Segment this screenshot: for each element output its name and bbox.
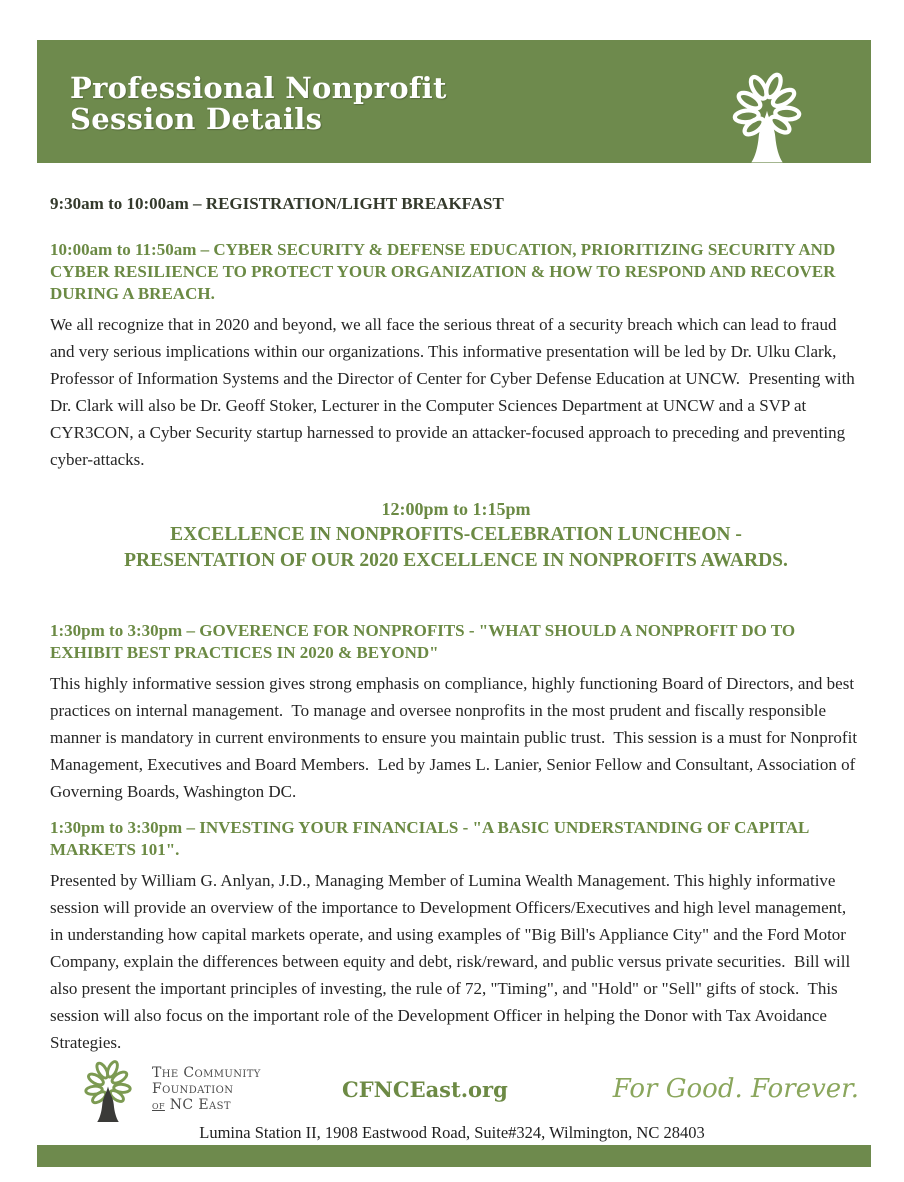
- luncheon-time: 12:00pm to 1:15pm: [381, 499, 531, 519]
- foundation-name-line3: [152, 1097, 261, 1114]
- community-foundation-logo: [72, 1056, 261, 1122]
- foundation-name-of: of: [152, 1098, 165, 1112]
- session-heading-cyber-security: 10:00am to 11:50am – CYBER SECURITY & DEFENSE EDUCATION, PRIORITIZING SECURITY AND CYBER RESILIENCE TO PROTECT YOUR ORGANIZATION & HOW TO RESPOND AND RECOVER DURING A BREACH.: [50, 240, 836, 303]
- luncheon-title-line2: PRESENTATION OF OUR 2020 EXCELLENCE IN NONPROFITS AWARDS.: [124, 550, 788, 571]
- page-title-line2: Session Details: [70, 102, 323, 136]
- tree-icon: [72, 1056, 144, 1122]
- tagline-text: For Good. Forever.: [612, 1074, 859, 1104]
- foundation-name-line2: Foundation: [152, 1080, 234, 1097]
- session-body-cyber-security: We all recognize that in 2020 and beyond, we all face the serious threat of a security breach which can lead to fraud and very serious implications within our organizations. This informative presentation will be led by Dr. Ulku Clark, Professor of Information Systems and the Director of Center for Cyber Defense Education at UNCW. Presenting with Dr. Clark will also be Dr. Geoff Stoker, Lecturer in the Computer Sciences Department at UNCW and a SVP at CYR3CON, a Cyber Security startup harnessed to provide an attacker-focused approach to preceding and preventing cyber-attacks.: [50, 315, 860, 469]
- page-title-line1: Professional Nonprofit: [70, 71, 447, 105]
- footer: [0, 1056, 904, 1167]
- page-title: [70, 73, 447, 135]
- flyer-page: [0, 40, 904, 1182]
- address-line: Lumina Station II, 1908 Eastwood Road, Suite#324, Wilmington, NC 28403: [199, 1123, 705, 1142]
- session-body-investing: Presented by William G. Anlyan, J.D., Managing Member of Lumina Wealth Management. This highly informative session will provide an overview of the importance to Development Officers/Executives and high level management, in understanding how capital markets operate, and using examples of "Big Bill's Appliance City" and the Ford Motor Company, explain the differences between equity and debt, risk/reward, and public versus private securities. Bill will also present the important principles of investing, the rule of 72, "Timing", and "Hold" or "Sell" gifts of stock. This session will also focus on the important role of the Development Officer in helping the Donor with Tax Avoidance Strategies.: [50, 871, 855, 1052]
- website-text: CFNCEast.org: [342, 1076, 508, 1102]
- luncheon-title-line1: EXCELLENCE IN NONPROFITS-CELEBRATION LUNCHEON -: [170, 524, 742, 545]
- foundation-name-rest: NC East: [169, 1096, 231, 1113]
- session-details: [50, 193, 862, 1056]
- foundation-name: [152, 1065, 261, 1114]
- session-heading-registration: 9:30am to 10:00am – REGISTRATION/LIGHT BREAKFAST: [50, 194, 504, 213]
- session-heading-governance: 1:30pm to 3:30pm – GOVERENCE FOR NONPROFITS - "WHAT SHOULD A NONPROFIT DO TO EXHIBIT BEST PRACTICES IN 2020 & BEYOND": [50, 621, 796, 662]
- header-banner: [37, 40, 871, 163]
- bottom-green-bar: [37, 1145, 871, 1167]
- luncheon-block: [50, 497, 862, 574]
- tree-icon: [721, 66, 813, 163]
- session-heading-investing: 1:30pm to 3:30pm – INVESTING YOUR FINANCIALS - "A BASIC UNDERSTANDING OF CAPITAL MARKETS 101".: [50, 818, 809, 859]
- foundation-name-line1: The Community: [152, 1064, 261, 1081]
- session-body-governance: This highly informative session gives strong emphasis on compliance, highly functioning Board of Directors, and best practices on internal management. To manage and oversee nonprofits in the most prudent and fiscally responsible manner is mandatory in current environments to ensure you maintain public trust. This session is a must for Nonprofit Management, Executives and Board Members. Led by James L. Lanier, Senior Fellow and Consultant, Association of Governing Boards, Washington DC.: [50, 674, 862, 801]
- footer-row: [72, 1056, 859, 1122]
